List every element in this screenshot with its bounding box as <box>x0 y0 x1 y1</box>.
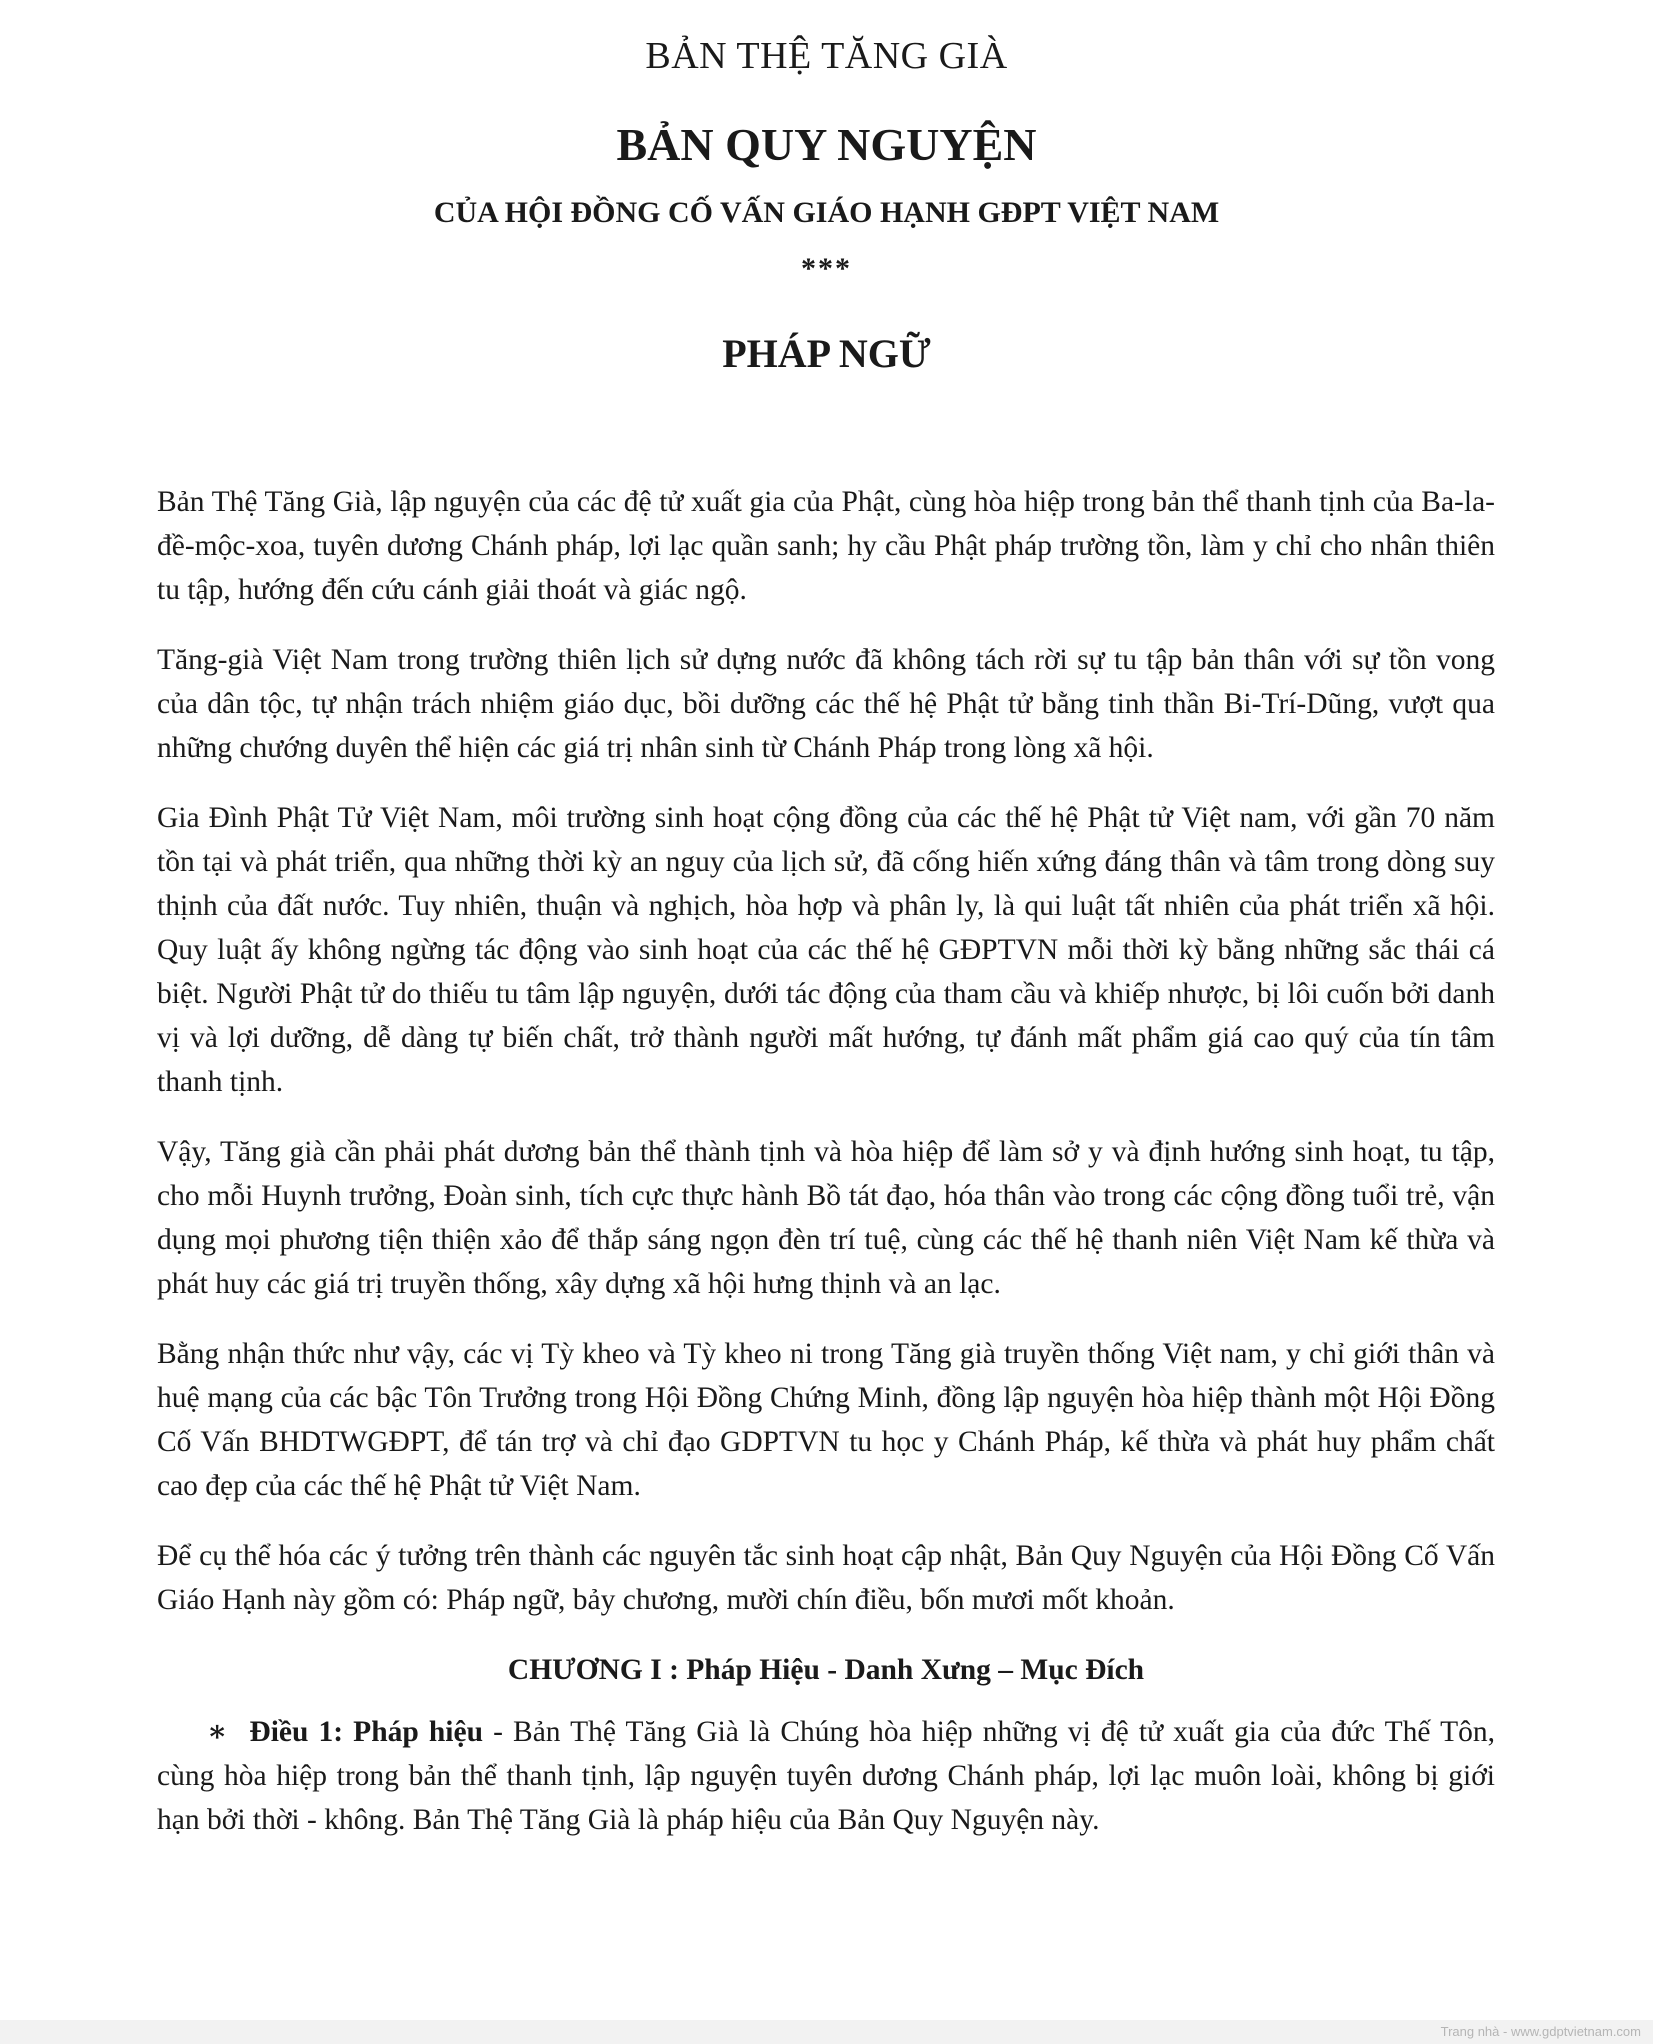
document-title: BẢN QUY NGUYỆN <box>616 119 1037 170</box>
document-body <box>157 480 1495 1842</box>
paragraph-4: Vậy, Tăng già cần phải phát dương bản thể thành tịnh và hòa hiệp để làm sở y và định hướng sinh hoạt, tu tập, cho mỗi Huynh trưởng, Đoàn sinh, tích cực thực hành Bồ tát đạo, hóa thân vào trong các cộng đồng tuổi trẻ, vận dụng mọi phương tiện thiện xảo để thắp sáng ngọn đèn trí tuệ, cùng các thế hệ thanh niên Việt Nam kế thừa và phát huy các giá trị truyền thống, xây dựng xã hội hưng thịnh và an lạc. <box>157 1136 1495 1300</box>
document-subtitle: CỦA HỘI ĐỒNG CỐ VẤN GIÁO HẠNH GĐPT VIỆT NAM <box>433 196 1220 229</box>
footer-website: Trang nhà - www.gdptvietnam.com <box>1440 2024 1641 2039</box>
article-1 <box>157 1710 1495 1842</box>
paragraph-2: Tăng-già Việt Nam trong trường thiên lịch sử dựng nước đã không tách rời sự tu tập bản thân với sự tồn vong của dân tộc, tự nhận trách nhiệm giáo dục, bồi dưỡng các thế hệ Phật tử bằng tinh thần Bi-Trí-Dũng, vượt qua những chướng duyên thể hiện các giá trị nhân sinh từ Chánh Pháp trong lòng xã hội. <box>157 644 1495 764</box>
article-text: - Bản Thệ Tăng Già là Chúng hòa hiệp những vị đệ tử xuất gia của đức Thế Tôn, cùng hòa hiệp trong bản thể thanh tịnh, lập nguyện tuyên dương Chánh pháp, lợi lạc muôn loài, không bị giới hạn bởi thời - không. Bản Thệ Tăng Già là pháp hiệu của Bản Quy Nguyện này. <box>157 1716 1495 1836</box>
organization-heading: BẢN THỆ TĂNG GIÀ <box>645 35 1008 77</box>
section-title: PHÁP NGỮ <box>722 331 931 376</box>
paragraph-1: Bản Thệ Tăng Già, lập nguyện của các đệ tử xuất gia của Phật, cùng hòa hiệp trong bản thể thanh tịnh của Ba-la-đề-mộc-xoa, tuyên dương Chánh pháp, lợi lạc quần sanh; hy cầu Phật pháp trường tồn, làm y chỉ cho nhân thiên tu tập, hướng đến cứu cánh giải thoát và giác ngộ. <box>157 486 1495 606</box>
chapter-heading: CHƯƠNG I : Pháp Hiệu - Danh Xưng – Mục Đích <box>507 1654 1145 1686</box>
separator-stars: *** <box>801 252 852 285</box>
bullet-icon: ∗ <box>207 1716 228 1748</box>
paragraph-6: Để cụ thể hóa các ý tưởng trên thành các nguyên tắc sinh hoạt cập nhật, Bản Quy Nguyện của Hội Đồng Cố Vấn Giáo Hạnh này gồm có: Pháp ngữ, bảy chương, mười chín điều, bốn mươi mốt khoản. <box>157 1540 1495 1616</box>
paragraph-5: Bằng nhận thức như vậy, các vị Tỳ kheo và Tỳ kheo ni trong Tăng già truyền thống Việt nam, y chỉ giới thân và huệ mạng của các bậc Tôn Trưởng trong Hội Đồng Chứng Minh, đồng lập nguyện hòa hiệp thành một Hội Đồng Cố Vấn BHDTWGĐPT, để tán trợ và chỉ đạo GDPTVN tu học y Chánh Pháp, kế thừa và phát huy phẩm chất cao đẹp của các thế hệ Phật tử Việt Nam. <box>157 1338 1495 1502</box>
footer-bar <box>0 2020 1653 2044</box>
paragraph-3: Gia Đình Phật Tử Việt Nam, môi trường sinh hoạt cộng đồng của các thế hệ Phật tử Việt nam, với gần 70 năm tồn tại và phát triển, qua những thời kỳ an nguy của lịch sử, đã cống hiến xứng đáng thân và tâm trong dòng suy thịnh của đất nước. Tuy nhiên, thuận và nghịch, hòa hợp và phân ly, là qui luật tất nhiên của phát triển xã hội. Quy luật ấy không ngừng tác động vào sinh hoạt của các thế hệ GĐPTVN mỗi thời kỳ bằng những sắc thái cá biệt. Người Phật tử do thiếu tu tâm lập nguyện, dưới tác động của tham cầu và khiếp nhược, bị lôi cuốn bởi danh vị và lợi dưỡng, dễ dàng tự biến chất, trở thành người mất hướng, tự đánh mất phẩm giá cao quý của tín tâm thanh tịnh. <box>157 802 1495 1098</box>
article-heading: Điều 1: Pháp hiệu <box>249 1716 483 1748</box>
